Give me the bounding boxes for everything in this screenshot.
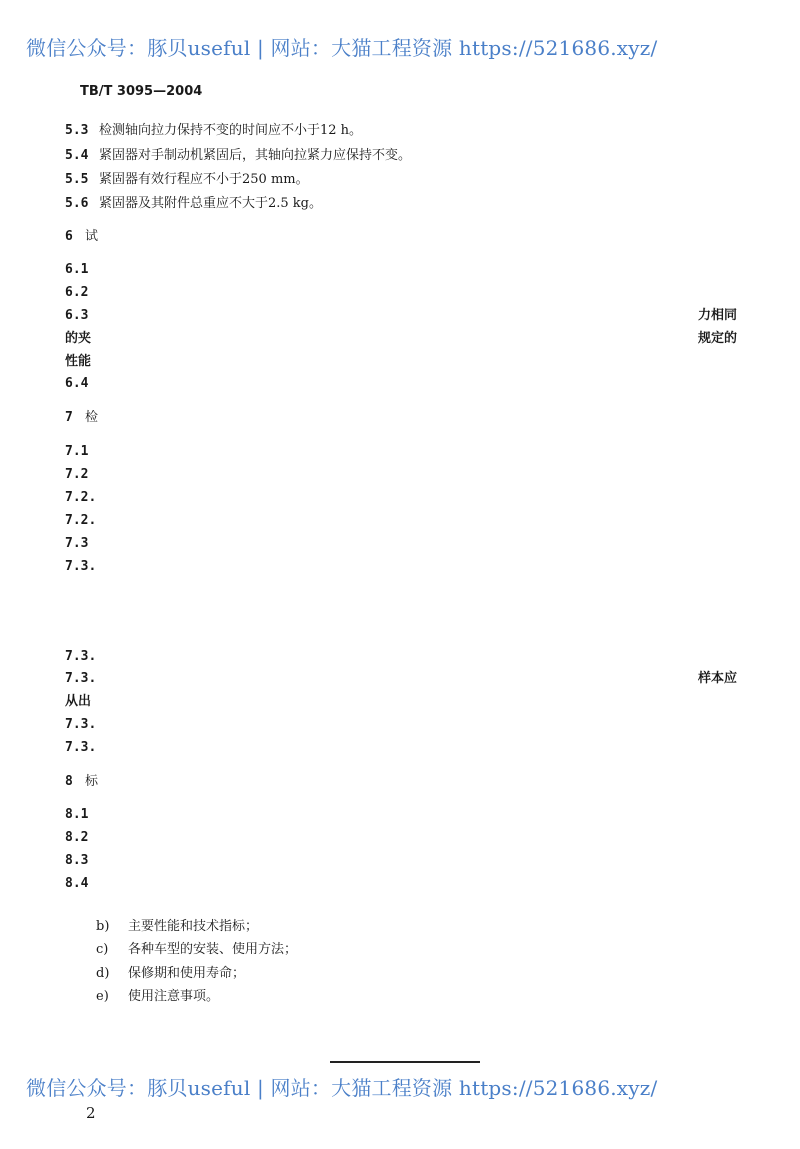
clause-5-3 xyxy=(65,123,362,139)
clause-number: 5.4 xyxy=(65,148,89,163)
clause-text: 检测轴向拉力保持不变的时间应不小于12 h。 xyxy=(99,123,363,138)
section-6-heading xyxy=(65,229,99,245)
clause-7-3-d: 7.3. xyxy=(65,717,97,732)
clause-7-3-e: 7.3. xyxy=(65,740,97,755)
list-item xyxy=(96,942,297,958)
list-marker: b) xyxy=(96,919,110,934)
watermark-bottom: 微信公众号：豚贝useful | 网站：大猫工程资源 https://521686.xyz/ xyxy=(26,1076,658,1100)
clause-7-1: 7.1 xyxy=(65,444,89,459)
clause-8-1: 8.1 xyxy=(65,807,89,822)
clause-8-3: 8.3 xyxy=(65,853,89,868)
list-text: 主要性能和技术指标； xyxy=(128,919,259,934)
section-title-fragment: 检 xyxy=(85,410,99,425)
section-title-fragment: 标 xyxy=(85,774,99,789)
section-7-heading xyxy=(65,410,99,426)
clause-number: 5.5 xyxy=(65,172,89,187)
standard-code-header: TB/T 3095—2004 xyxy=(80,84,203,99)
clause-8-4: 8.4 xyxy=(65,876,89,891)
list-marker: c) xyxy=(96,942,109,957)
end-rule xyxy=(330,1061,480,1063)
list-text: 各种车型的安装、使用方法； xyxy=(128,942,298,957)
clause-7-3-b: 7.3. xyxy=(65,649,97,664)
clause-5-4 xyxy=(65,148,411,164)
clause-6-3: 6.3 xyxy=(65,308,89,323)
clause-number: 5.3 xyxy=(65,123,89,138)
clause-7-3: 7.3 xyxy=(65,536,89,551)
section-number: 6 xyxy=(65,229,73,244)
list-text: 使用注意事项。 xyxy=(128,989,220,1004)
text-fragment-right: 样本应 xyxy=(698,671,738,686)
list-marker: e) xyxy=(96,989,109,1004)
clause-8-2: 8.2 xyxy=(65,830,89,845)
text-fragment-right: 规定的 xyxy=(698,331,738,346)
clause-6-1: 6.1 xyxy=(65,262,89,277)
clause-6-2: 6.2 xyxy=(65,285,89,300)
clause-5-5 xyxy=(65,172,309,188)
text-fragment: 的夹 xyxy=(65,331,92,346)
clause-number: 5.6 xyxy=(65,196,89,211)
text-fragment-right: 力相同 xyxy=(698,308,738,323)
text-fragment: 从出 xyxy=(65,694,92,709)
clause-7-2-a: 7.2. xyxy=(65,490,97,505)
clause-7-2: 7.2 xyxy=(65,467,89,482)
clause-text: 紧固器有效行程应不小于250 mm。 xyxy=(99,172,309,187)
section-8-heading xyxy=(65,774,99,790)
list-marker: d) xyxy=(96,966,110,981)
clause-6-4: 6.4 xyxy=(65,376,89,391)
clause-7-3-a: 7.3. xyxy=(65,559,97,574)
list-item xyxy=(96,966,245,982)
clause-text: 紧固器对手制动机紧固后，其轴向拉紧力应保持不变。 xyxy=(99,148,412,163)
list-item xyxy=(96,989,219,1005)
clause-7-2-b: 7.2. xyxy=(65,513,97,528)
section-number: 8 xyxy=(65,774,73,789)
page-number: 2 xyxy=(86,1104,96,1122)
list-text: 保修期和使用寿命； xyxy=(128,966,246,981)
clause-7-3-c: 7.3. xyxy=(65,671,97,686)
clause-text: 紧固器及其附件总重应不大于2.5 kg。 xyxy=(99,196,323,211)
section-title-fragment: 试 xyxy=(85,229,99,244)
text-fragment: 性能 xyxy=(65,354,92,369)
clause-5-6 xyxy=(65,196,322,212)
watermark-top: 微信公众号：豚贝useful | 网站：大猫工程资源 https://521686.xyz/ xyxy=(26,36,658,60)
list-item xyxy=(96,919,258,935)
section-number: 7 xyxy=(65,410,73,425)
